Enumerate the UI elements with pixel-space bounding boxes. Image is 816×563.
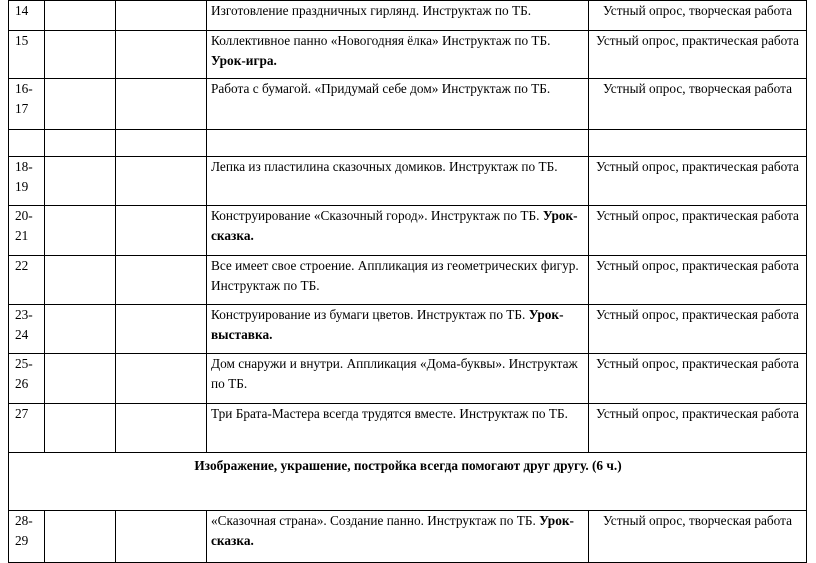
topic-text: Изготовление праздничных гирлянд. Инструктаж по ТБ. — [211, 3, 532, 18]
lesson-number: 14 — [9, 1, 45, 31]
actual-date-cell — [116, 511, 207, 563]
planned-date-cell — [45, 404, 116, 453]
planned-date-cell — [45, 79, 116, 130]
control-form: Устный опрос, творческая работа — [589, 1, 807, 31]
topic-text: Коллективное панно «Новогодняя ёлка» Инструктаж по ТБ. — [211, 33, 551, 48]
empty-cell — [207, 130, 589, 157]
planned-date-cell — [45, 31, 116, 79]
table-row — [9, 511, 807, 563]
planned-date-cell — [45, 206, 116, 256]
topic-text: Три Брата-Мастера всегда трудятся вместе. Инструктаж по ТБ. — [211, 406, 568, 421]
lesson-topic — [207, 354, 589, 404]
lesson-number: 18-19 — [9, 157, 45, 206]
table-row-empty — [9, 130, 807, 157]
topic-text: «Сказочная страна». Создание панно. Инструктаж по ТБ. — [211, 513, 536, 528]
lesson-number: 20-21 — [9, 206, 45, 256]
lesson-type-label: Урок-сказка. — [211, 208, 578, 243]
lesson-topic — [207, 1, 589, 31]
section-heading: Изображение, украшение, постройка всегда помогают друг другу. (6 ч.) — [9, 453, 807, 511]
lesson-number: 27 — [9, 404, 45, 453]
topic-text: Лепка из пластилина сказочных домиков. Инструктаж по ТБ. — [211, 159, 558, 174]
actual-date-cell — [116, 1, 207, 31]
lesson-number: 16-17 — [9, 79, 45, 130]
empty-cell — [9, 130, 45, 157]
control-form: Устный опрос, практическая работа — [589, 206, 807, 256]
lesson-plan-table — [8, 0, 807, 563]
actual-date-cell — [116, 31, 207, 79]
actual-date-cell — [116, 305, 207, 354]
lesson-topic — [207, 305, 589, 354]
topic-text: Конструирование «Сказочный город». Инструктаж по ТБ. — [211, 208, 540, 223]
lesson-topic — [207, 79, 589, 130]
control-form: Устный опрос, практическая работа — [589, 404, 807, 453]
actual-date-cell — [116, 404, 207, 453]
lesson-number: 28-29 — [9, 511, 45, 563]
planned-date-cell — [45, 305, 116, 354]
control-form: Устный опрос, практическая работа — [589, 31, 807, 79]
lesson-topic — [207, 157, 589, 206]
table-row — [9, 354, 807, 404]
control-form: Устный опрос, практическая работа — [589, 256, 807, 305]
table-row — [9, 79, 807, 130]
empty-cell — [589, 130, 807, 157]
actual-date-cell — [116, 79, 207, 130]
control-form: Устный опрос, практическая работа — [589, 354, 807, 404]
lesson-number: 23-24 — [9, 305, 45, 354]
lesson-topic — [207, 511, 589, 563]
actual-date-cell — [116, 206, 207, 256]
table-row — [9, 404, 807, 453]
planned-date-cell — [45, 256, 116, 305]
empty-cell — [116, 130, 207, 157]
lesson-type-label: Урок-игра. — [211, 53, 277, 68]
topic-text: Все имеет свое строение. Аппликация из геометрических фигур. Инструктаж по ТБ. — [211, 258, 579, 293]
control-form: Устный опрос, практическая работа — [589, 305, 807, 354]
control-form: Устный опрос, творческая работа — [589, 511, 807, 563]
table-row — [9, 206, 807, 256]
table-row — [9, 31, 807, 79]
table-row — [9, 1, 807, 31]
topic-text: Конструирование из бумаги цветов. Инструктаж по ТБ. — [211, 307, 526, 322]
lesson-topic — [207, 31, 589, 79]
planned-date-cell — [45, 511, 116, 563]
control-form: Устный опрос, практическая работа — [589, 157, 807, 206]
empty-cell — [45, 130, 116, 157]
lesson-type-label: Урок-сказка. — [211, 513, 574, 548]
table-row — [9, 305, 807, 354]
topic-text: Работа с бумагой. «Придумай себе дом» Инструктаж по ТБ. — [211, 81, 551, 96]
lesson-topic — [207, 404, 589, 453]
actual-date-cell — [116, 157, 207, 206]
lesson-type-label: Урок-выставка. — [211, 307, 564, 342]
planned-date-cell — [45, 1, 116, 31]
actual-date-cell — [116, 354, 207, 404]
lesson-number: 15 — [9, 31, 45, 79]
lesson-topic — [207, 256, 589, 305]
lesson-number: 25-26 — [9, 354, 45, 404]
actual-date-cell — [116, 256, 207, 305]
section-header-row — [9, 453, 807, 511]
control-form: Устный опрос, творческая работа — [589, 79, 807, 130]
planned-date-cell — [45, 157, 116, 206]
table-row — [9, 256, 807, 305]
lesson-number: 22 — [9, 256, 45, 305]
topic-text: Дом снаружи и внутри. Аппликация «Дома-буквы». Инструктаж по ТБ. — [211, 356, 578, 391]
table-row — [9, 157, 807, 206]
planned-date-cell — [45, 354, 116, 404]
lesson-topic — [207, 206, 589, 256]
